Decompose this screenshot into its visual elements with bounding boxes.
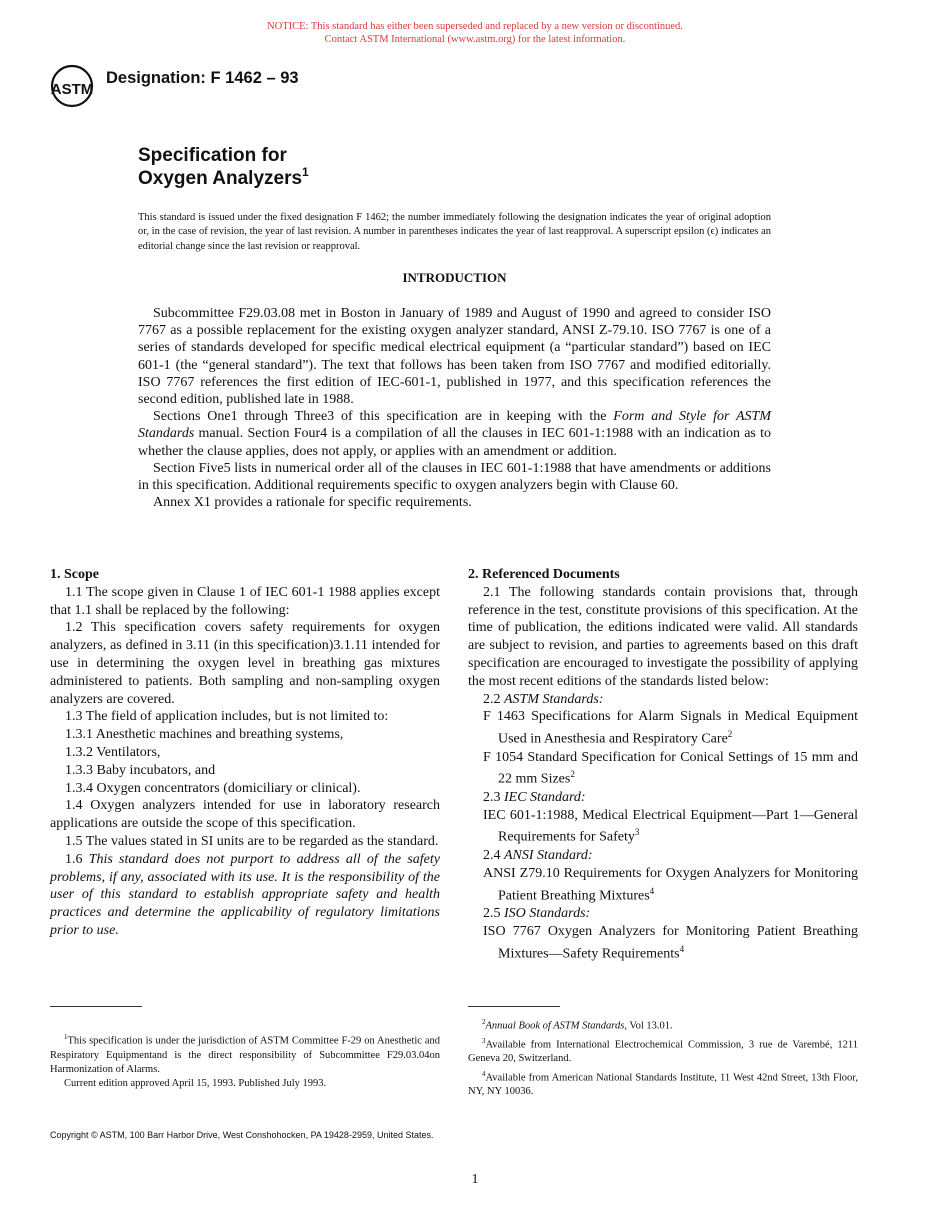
astm-logo (48, 63, 96, 109)
referenced-heading: 2. Referenced Documents (468, 567, 620, 582)
ref-2-1: 2.1 The following standards contain provisions that, through reference in the test, constitute provisions of this specification. At the time of publication, the editions indicated were valid. All standards are subject to revision, and parties to agreements based on this draft specification are encouraged to investigate the possibility of applying the most recent editions of the standards listed below: (468, 584, 858, 689)
footnote-4: $^4$Available from American National Standards Institute, 11 West 42nd Street, 13th Floor, NY, NY 10036. (468, 1069, 858, 1098)
footnote-rule-right (468, 1006, 560, 1007)
supersede-notice (0, 20, 950, 46)
copyright-line: Copyright © ASTM, 100 Barr Harbor Drive, West Conshohocken, PA 19428-2959, United States. (50, 1130, 434, 1140)
ref-2-3: 2.3 IEC Standard: (483, 789, 586, 805)
ref-2-5: 2.5 ISO Standards: (483, 905, 591, 921)
designation: Designation: F 1462 – 93 (106, 69, 299, 87)
footnotes-right (468, 1015, 858, 1100)
referenced-documents-section (468, 566, 858, 963)
scope-1-3: 1.3 The field of application includes, but is not limited to: (65, 709, 389, 725)
scope-1-2: 1.2 This specification covers safety requirements for oxygen analyzers, as defined in 3.11 (in this specification)3.1.11 intended for use in determining the oxygen level in breathing gas mixtures administered to patients. Both sampling and non-sampling oxygen analyzers are covered. (50, 620, 440, 707)
title-line-2: Oxygen Analyzers$^1$ (138, 164, 309, 189)
introduction-body (138, 305, 771, 511)
ref-f1054: F 1054 Standard Specification for Conical Settings of 15 mm and 22 mm Sizes$^2$ (483, 749, 858, 788)
scope-1-3-4: 1.3.4 Oxygen concentrators (domiciliary or clinical). (65, 780, 361, 796)
scope-1-3-3: 1.3.3 Baby incubators, and (65, 762, 216, 778)
ref-ansi: ANSI Z79.10 Requirements for Oxygen Analyzers for Monitoring Patient Breathing Mixtures$^4$ (483, 865, 858, 904)
footnote-1-approval: Current edition approved April 15, 1993. Published July 1993. (64, 1078, 327, 1090)
ref-f1463: F 1463 Specifications for Alarm Signals in Medical Equipment Used in Anesthesia and Respiratory Care$^2$ (483, 709, 858, 747)
intro-paragraph-4: Annex X1 provides a rationale for specific requirements. (153, 495, 472, 511)
title-line-1: Specification for (138, 145, 287, 166)
logo-lettering: ASTM (50, 81, 94, 98)
scope-1-3-1: 1.3.1 Anesthetic machines and breathing systems, (65, 727, 344, 743)
scope-1-4: 1.4 Oxygen analyzers intended for use in laboratory research applications are outside the scope of this specification. (50, 798, 440, 832)
footnote-1: $^1$This specification is under the jurisdiction of ASTM Committee F-29 on Anesthetic and Respiratory Equipmentand is the direct responsibility of Subcommittee F29.03.04on Harmonization of Alarms. (50, 1033, 440, 1075)
scope-1-3-2: 1.3.2 Ventilators, (65, 744, 161, 760)
footnote-rule-left (50, 1006, 142, 1007)
scope-1-5: 1.5 The values stated in SI units are to be regarded as the standard. (65, 833, 439, 849)
scope-1-1: 1.1 The scope given in Clause 1 of IEC 601-1 1988 applies except that 1.1 shall be replaced by the following: (50, 584, 440, 618)
ref-2-2: 2.2 ASTM Standards: (483, 691, 604, 707)
footnotes-left (50, 1030, 440, 1091)
ref-iso: ISO 7767 Oxygen Analyzers for Monitoring Patient Breathing Mixtures—Safety Requirements$^4$ (483, 923, 858, 962)
intro-paragraph-2: Sections One1 through Three3 of this specification are in keeping with the Form and Style for ASTM Standards manual. Section Four4 is a compilation of all the clauses in IEC 601-1:1988 with an indication as to whether the clause applies, does not apply, or applies with an amendment or addition. (138, 409, 771, 459)
ref-2-4: 2.4 ANSI Standard: (483, 847, 593, 863)
issuance-statement: This standard is issued under the fixed designation F 1462; the number immediately following the designation indicates the year of original adoption or, in the case of revision, the year of last revision. A number in parentheses indicates the year of last reapproval. A superscript epsilon (ϵ) indicates an editorial change since the last revision or reapproval. (138, 212, 771, 252)
scope-section (50, 566, 440, 940)
introduction-heading: INTRODUCTION (402, 270, 507, 285)
ref-iec: IEC 601-1:1988, Medical Electrical Equipment—Part 1—General Requirements for Safety$^3$ (483, 807, 858, 846)
page-number: 1 (471, 1172, 479, 1187)
intro-paragraph-3: Section Five5 lists in numerical order all of the clauses in IEC 601-1:1988 that have amendments or additions in this specification. Additional requirements specific to oxygen analyzers begin with Clause 60. (138, 460, 771, 494)
footnote-3: $^3$Available from International Electrochemical Commission, 3 rue de Varembé, 1211 Geneva 20, Switzerland. (468, 1036, 858, 1065)
notice-line-2: Contact ASTM International (www.astm.org) for the latest information. (324, 34, 626, 45)
footnote-2: $^2$Annual Book of ASTM Standards, Vol 13.01. (482, 1018, 673, 1032)
intro-paragraph-1: Subcommittee F29.03.08 met in Boston in January of 1989 and August of 1990 and agreed to consider ISO 7767 as a possible replacement for the existing oxygen analyzer standard, ANSI Z-79.10. ISO 7767 is one of a series of standards developed for specific medical electrical equipment (a “particular standard”) based on IEC 601-1 (the “general standard”). The text that follows has been taken from ISO 7767 and modified editorially. ISO 7767 references the first edition of IEC-601-1, published in 1977, and this specification references the second edition, published late in 1988. (138, 306, 771, 408)
scope-heading: 1. Scope (50, 567, 99, 582)
document-title (138, 144, 309, 190)
scope-1-6: 1.6 This standard does not purport to address all of the safety problems, if any, associated with its use. It is the responsibility of the user of this standard to establish appropriate safety and health practices and determine the applicability of regulatory limitations prior to use. (50, 851, 440, 938)
notice-line-1: NOTICE: This standard has either been superseded and replaced by a new version or discontinued. (267, 21, 683, 32)
title-footnote-ref: 1 (302, 164, 309, 179)
